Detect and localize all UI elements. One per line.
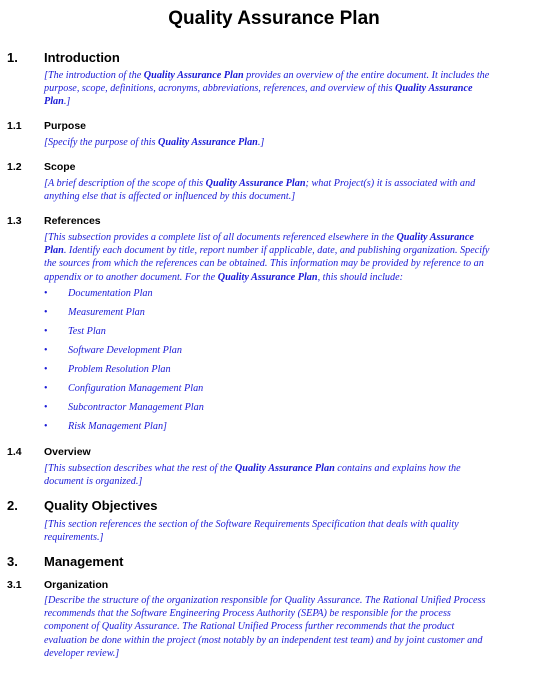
bullet-icon: • bbox=[44, 307, 48, 318]
document-title: Quality Assurance Plan bbox=[168, 8, 380, 29]
section-heading: Scope bbox=[44, 161, 76, 173]
section-heading: Purpose bbox=[44, 120, 87, 132]
list-item: • Documentation Plan bbox=[44, 288, 153, 299]
section-heading: Introduction bbox=[44, 50, 120, 65]
section-body: [This subsection describes what the rest of the Quality Assurance Plan contains and explains how the document is organized.] bbox=[44, 463, 461, 488]
section-body: [Describe the structure of the organization responsible for Quality Assurance. The Rational Unified Process recommends that the Software Engineering Process Authority (SEPA) be responsible for the process component of Quality Assurance. The Rational Unified Process further recommends that the product evaluation be done within the project (most notably by an independent test team) and by joint customer and developer review.] bbox=[44, 595, 486, 659]
bullet-icon: • bbox=[44, 288, 48, 299]
list-item: • Test Plan bbox=[44, 326, 106, 337]
section-number: 1.3 bbox=[7, 215, 22, 227]
list-item: • Measurement Plan bbox=[44, 307, 145, 318]
section-body: [This subsection provides a complete list of all documents referenced elsewhere in the Quality Assurance Plan. Identify each document by title, report number if applicable, date, and publishing organization. Specify the sources from which the references can be obtained. This information may be provided by reference to an appendix or to another document. For the Quality Assurance Plan, this should include: bbox=[44, 232, 490, 283]
list-item: • Software Development Plan bbox=[44, 345, 182, 356]
section-number: 2. bbox=[7, 498, 18, 513]
section-heading: Management bbox=[44, 554, 124, 569]
section-body: [This section references the section of the Software Requirements Specification that deals with quality requirements.] bbox=[44, 519, 459, 544]
list-item: • Problem Resolution Plan bbox=[44, 364, 171, 375]
section-number: 1.1 bbox=[7, 120, 22, 132]
section-heading: Organization bbox=[44, 579, 109, 591]
bullet-icon: • bbox=[44, 402, 48, 413]
bullet-icon: • bbox=[44, 345, 48, 356]
section-number: 3. bbox=[7, 554, 18, 569]
list-item: • Configuration Management Plan bbox=[44, 383, 204, 394]
section-heading: Quality Objectives bbox=[44, 498, 158, 513]
section-number: 1. bbox=[7, 50, 18, 65]
bullet-icon: • bbox=[44, 326, 48, 337]
bullet-icon: • bbox=[44, 421, 48, 432]
bullet-icon: • bbox=[44, 364, 48, 375]
section-number: 3.1 bbox=[7, 579, 22, 591]
list-item: • Risk Management Plan] bbox=[44, 421, 168, 432]
section-body: [Specify the purpose of this Quality Assurance Plan.] bbox=[44, 137, 265, 148]
section-heading: References bbox=[44, 215, 101, 227]
list-item: • Subcontractor Management Plan bbox=[44, 402, 204, 413]
section-heading: Overview bbox=[44, 446, 91, 458]
section-body: [A brief description of the scope of this Quality Assurance Plan; what Project(s) it is associated with and anything else that is affected or influenced by this document.] bbox=[44, 178, 476, 203]
bullet-icon: • bbox=[44, 383, 48, 394]
section-number: 1.2 bbox=[7, 161, 22, 173]
section-number: 1.4 bbox=[7, 446, 22, 458]
section-body: [The introduction of the Quality Assurance Plan provides an overview of the entire document. It includes the purpose, scope, definitions, acronyms, abbreviations, references, and overview of this Quality Assurance Plan.] bbox=[44, 70, 490, 108]
